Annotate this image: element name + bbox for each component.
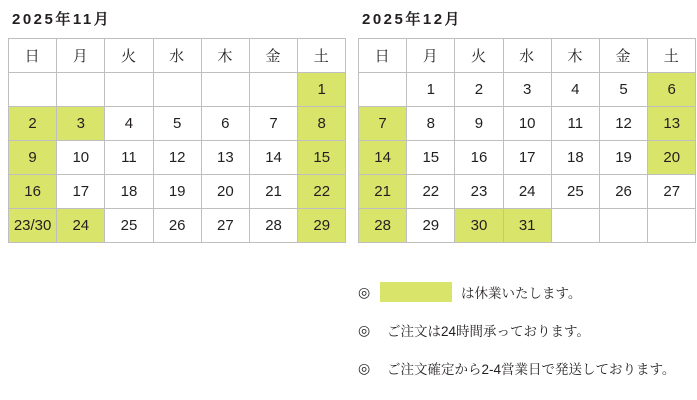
weekday-header-火: 火 <box>455 39 503 73</box>
calendar-day-cell: 31 <box>503 209 551 243</box>
calendar-week-row <box>9 73 346 107</box>
weekday-header-木: 木 <box>201 39 249 73</box>
calendar-day-cell: 4 <box>551 73 599 107</box>
weekday-header-木: 木 <box>551 39 599 73</box>
legend-row <box>358 320 693 340</box>
weekday-header-row <box>359 39 696 73</box>
calendar-day-cell: 18 <box>105 175 153 209</box>
calendar-day-cell: 18 <box>551 141 599 175</box>
calendar-week-row <box>9 175 346 209</box>
calendar-week-row <box>9 141 346 175</box>
weekday-header-金: 金 <box>249 39 297 73</box>
calendar-day-cell: 29 <box>407 209 455 243</box>
legend-row <box>358 282 693 302</box>
calendar-day-cell: 27 <box>648 175 696 209</box>
calendar-day-cell: 12 <box>599 107 647 141</box>
weekday-header-火: 火 <box>105 39 153 73</box>
calendar-cell-empty <box>57 73 105 107</box>
calendar-week-row <box>359 209 696 243</box>
calendar-day-cell: 7 <box>249 107 297 141</box>
calendar-day-cell: 6 <box>201 107 249 141</box>
calendar-day-cell: 19 <box>599 141 647 175</box>
legend <box>358 282 693 396</box>
calendar-day-cell: 9 <box>455 107 503 141</box>
calendar-day-cell: 10 <box>503 107 551 141</box>
calendar-day-cell: 12 <box>153 141 201 175</box>
calendar-day-cell: 9 <box>9 141 57 175</box>
calendar-cell-empty <box>648 209 696 243</box>
calendar-day-cell: 6 <box>648 73 696 107</box>
weekday-header-月: 月 <box>57 39 105 73</box>
calendar-day-cell: 8 <box>407 107 455 141</box>
calendar-day-cell: 24 <box>57 209 105 243</box>
weekday-header-土: 土 <box>298 39 346 73</box>
calendar-title-december: 2025年12月 <box>362 11 463 28</box>
weekday-header-水: 水 <box>153 39 201 73</box>
calendar-day-cell: 16 <box>9 175 57 209</box>
calendar-cell-empty <box>9 73 57 107</box>
legend-text: ご注文確定から2-4営業日で発送しております。 <box>387 362 676 377</box>
calendar-day-cell: 5 <box>153 107 201 141</box>
calendar-november <box>8 8 346 243</box>
calendar-day-cell: 17 <box>57 175 105 209</box>
weekday-header-row <box>9 39 346 73</box>
calendar-day-cell: 15 <box>407 141 455 175</box>
calendar-day-cell: 4 <box>105 107 153 141</box>
calendar-day-cell: 3 <box>57 107 105 141</box>
holiday-color-swatch <box>380 282 452 302</box>
calendar-table-november <box>8 38 346 243</box>
calendar-day-cell: 30 <box>455 209 503 243</box>
calendar-cell-empty <box>599 209 647 243</box>
weekday-header-金: 金 <box>599 39 647 73</box>
calendar-day-cell: 11 <box>551 107 599 141</box>
weekday-header-日: 日 <box>9 39 57 73</box>
legend-row <box>358 358 693 378</box>
calendar-day-cell: 1 <box>298 73 346 107</box>
calendar-day-cell: 28 <box>249 209 297 243</box>
calendar-week-row <box>9 209 346 243</box>
calendar-week-row <box>359 175 696 209</box>
calendar-day-cell: 21 <box>249 175 297 209</box>
calendar-day-cell: 7 <box>359 107 407 141</box>
calendar-day-cell: 24 <box>503 175 551 209</box>
calendar-day-cell: 14 <box>249 141 297 175</box>
calendar-day-cell: 27 <box>201 209 249 243</box>
calendar-day-cell: 20 <box>648 141 696 175</box>
calendar-day-cell: 21 <box>359 175 407 209</box>
calendar-day-cell: 10 <box>57 141 105 175</box>
calendar-day-cell: 13 <box>201 141 249 175</box>
calendar-day-cell: 17 <box>503 141 551 175</box>
calendar-day-cell: 13 <box>648 107 696 141</box>
legend-text: ご注文は24時間承っております。 <box>387 324 590 339</box>
calendar-title-november: 2025年11月 <box>12 11 112 28</box>
calendar-cell-empty <box>249 73 297 107</box>
double-circle-icon: ◎ <box>358 360 371 376</box>
calendar-day-cell: 1 <box>407 73 455 107</box>
calendar-day-cell: 22 <box>407 175 455 209</box>
calendar-day-cell: 22 <box>298 175 346 209</box>
calendar-cell-empty <box>201 73 249 107</box>
calendar-day-cell: 20 <box>201 175 249 209</box>
double-circle-icon: ◎ <box>358 284 371 300</box>
calendar-body <box>359 73 696 243</box>
calendar-day-cell: 19 <box>153 175 201 209</box>
calendar-day-cell: 26 <box>153 209 201 243</box>
calendar-cell-empty <box>359 73 407 107</box>
calendar-cell-empty <box>105 73 153 107</box>
weekday-header-水: 水 <box>503 39 551 73</box>
calendar-week-row <box>9 107 346 141</box>
calendar-day-cell: 26 <box>599 175 647 209</box>
calendar-cell-empty <box>551 209 599 243</box>
calendar-day-cell: 15 <box>298 141 346 175</box>
calendar-day-cell: 16 <box>455 141 503 175</box>
calendar-day-cell: 23/30 <box>9 209 57 243</box>
calendar-day-cell: 14 <box>359 141 407 175</box>
calendar-day-cell: 3 <box>503 73 551 107</box>
calendar-day-cell: 25 <box>105 209 153 243</box>
calendar-day-cell: 28 <box>359 209 407 243</box>
calendar-day-cell: 8 <box>298 107 346 141</box>
calendar-day-cell: 2 <box>9 107 57 141</box>
calendar-week-row <box>359 141 696 175</box>
calendar-week-row <box>359 107 696 141</box>
calendar-day-cell: 23 <box>455 175 503 209</box>
calendar-table-december <box>358 38 696 243</box>
calendar-day-cell: 25 <box>551 175 599 209</box>
weekday-header-月: 月 <box>407 39 455 73</box>
weekday-header-土: 土 <box>648 39 696 73</box>
calendar-week-row <box>359 73 696 107</box>
calendar-body <box>9 73 346 243</box>
calendar-day-cell: 2 <box>455 73 503 107</box>
legend-text: は休業いたします。 <box>461 286 582 301</box>
calendar-day-cell: 11 <box>105 141 153 175</box>
double-circle-icon: ◎ <box>358 322 371 338</box>
calendar-december <box>358 8 696 243</box>
calendar-day-cell: 29 <box>298 209 346 243</box>
weekday-header-日: 日 <box>359 39 407 73</box>
calendar-cell-empty <box>153 73 201 107</box>
calendar-day-cell: 5 <box>599 73 647 107</box>
